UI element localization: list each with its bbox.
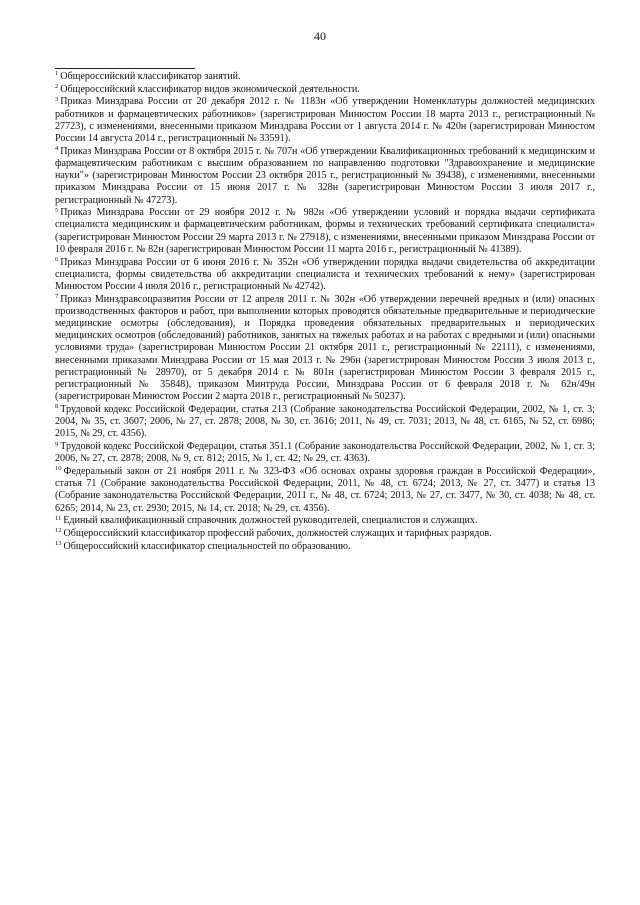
footnote-9	[55, 441, 595, 465]
footnote-text: Приказ Минздрава России от 29 ноября 2012 г. № 982н «Об утверждении условий и порядка выдачи сертификата специалиста медицинским и фармацевтическим работникам, формы и технических требований сертификата специалиста» (зарегистрирован Минюстом России 29 марта 2013 г. № 27918), с изменениями, внесенными приказом Минздрава России от 10 февраля 2016 г. № 82н (зарегистрирован Минюстом России 11 марта 2016 г., регистрационный № 41389).	[55, 207, 595, 255]
footnote-4	[55, 146, 595, 207]
footnote-mark: 1	[55, 70, 59, 78]
footnote-mark: 9	[55, 440, 59, 448]
footnote-text: Трудовой кодекс Российской Федерации, статья 213 (Собрание законодательства Российской Федерации, 2002, № 1, ст. 3; 2004, № 35, ст. 3607; 2006, № 27, ст. 2878; 2008, № 30, ст. 3616; 2011, № 49, ст. 7031; 2013, № 48, ст. 6165, № 52, ст. 6986; 2015, № 29, ст. 4356).	[55, 403, 595, 440]
footnote-mark: 8	[55, 403, 59, 411]
footnote-1	[55, 71, 595, 83]
footnotes-list	[55, 71, 595, 553]
footnote-mark: 7	[55, 293, 59, 301]
footnote-6	[55, 257, 595, 294]
footnote-8	[55, 404, 595, 441]
footnote-7	[55, 294, 595, 404]
footnote-text: Федеральный закон от 21 ноября 2011 г. № 323-ФЗ «Об основах охраны здоровья граждан в Российской Федерации», статья 71 (Собрание законодательства Российской Федерации, 2011, № 48, ст. 6724; 2013, № 27, ст. 3477) и статья 13 (Собрание законодательства Российской Федерации, 2011 г., № 48, ст. 6724; 2013, № 27, ст. 3477, № 30, ст. 4038; № 48, ст. 6265; 2014, № 23, ст. 2930; 2015, № 14, ст. 2018; № 29, ст. 4356).	[55, 466, 595, 514]
footnote-text: Приказ Минздрава России от 6 июня 2016 г. № 352н «Об утверждении порядка выдачи свидетельства об аккредитации специалиста, формы свидетельства об аккредитации специалиста и технических требований к нему» (зарегистрирован Минюстом России 4 июля 2016 г., регистрационный № 42742).	[55, 256, 595, 292]
footnote-mark: 11	[55, 514, 62, 522]
footnote-mark: 13	[55, 540, 62, 548]
footnote-10	[55, 466, 595, 515]
footnote-5	[55, 207, 595, 256]
footnote-mark: 10	[55, 465, 62, 473]
footnote-text: Общероссийский классификатор занятий.	[60, 71, 241, 82]
footnote-text: Приказ Минздравсоцразвития России от 12 апреля 2011 г. № 302н «Об утверждении перечней вредных и (или) опасных производственных факторов и работ, при выполнении которых проводятся обязательные предварительные и периодические медицинские осмотры (обследования), и Порядка проведения обязательных предварительных и периодических медицинских осмотров (обследований) работников, занятых на тяжелых работах и на работах с вредными и (или) опасными условиями труда» (зарегистрирован Минюстом России 21 октября 2011 г., регистрационный № 22111), с изменениями, внесенными приказами Минздрава России от 15 мая 2013 г. № 296н (зарегистрирован Минюстом России 3 июля 2013 г., регистрационный № 28970), от 5 декабря 2014 г. № 801н (зарегистрирован Минюстом России 3 февраля 2015 г., регистрационный № 35848), приказом Минтруда России, Минздрава России от 6 февраля 2018 г. № 62н/49н (зарегистрирован Минюстом России 2 марта 2018 г., регистрационный № 50237).	[55, 293, 595, 403]
footnote-mark: 3	[55, 95, 59, 103]
footnote-mark: 6	[55, 255, 59, 263]
footnote-mark: 5	[55, 206, 59, 214]
footnote-mark: 2	[55, 83, 59, 91]
footnote-11	[55, 515, 595, 527]
footnote-mark: 4	[55, 145, 59, 153]
footnote-text: Общероссийский классификатор профессий рабочих, должностей служащих и тарифных разрядов.	[63, 528, 492, 540]
footnote-text: Единый квалификационный справочник должностей руководителей, специалистов и служащих.	[63, 515, 478, 527]
footnote-mark: 12	[55, 527, 62, 535]
footnote-text: Приказ Минздрава России от 20 декабря 2012 г. № 1183н «Об утверждении Номенклатуры должностей медицинских работников и фармацевтических работников» (зарегистрирован Минюстом России 18 марта 2013 г., регистрационный № 27723), с изменениями, внесенными приказом Минздрава России от 1 августа 2014 г. № 420н (зарегистрирован Минюстом России 14 августа 2014 г., регистрационный № 33591).	[55, 96, 595, 145]
footnote-13	[55, 541, 595, 553]
footnote-text: Приказ Минздрава России от 8 октября 2015 г. № 707н «Об утверждении Квалификационных требований к медицинским и фармацевтическим работникам с высшим образованием по направлению подготовки "Здравоохранение и медицинские науки"» (зарегистрирован Минюстом России 23 октября 2015 г., регистрационный № 39438), с изменениями, внесенными приказом Минздрава России от 15 июня 2017 г. № 328н (зарегистрирован Минюстом России 3 июля 2017 г., регистрационный № 47273).	[55, 145, 595, 206]
footnote-separator	[55, 68, 195, 69]
footnote-2	[55, 84, 595, 96]
footnote-12	[55, 528, 595, 540]
footnote-text: Общероссийский классификатор специальностей по образованию.	[63, 540, 351, 552]
footnote-text: Общероссийский классификатор видов экономической деятельности.	[60, 83, 360, 95]
footnote-text: Трудовой кодекс Российской Федерации, статья 351.1 (Собрание законодательства Российской Федерации, 2002, № 1, ст. 3; 2006, № 27, ст. 2878; 2008, № 9, ст. 812; 2015, № 1, ст. 42; № 29, ст. 4363).	[55, 441, 595, 465]
page-number: 40	[314, 29, 326, 43]
footnote-3	[55, 96, 595, 145]
